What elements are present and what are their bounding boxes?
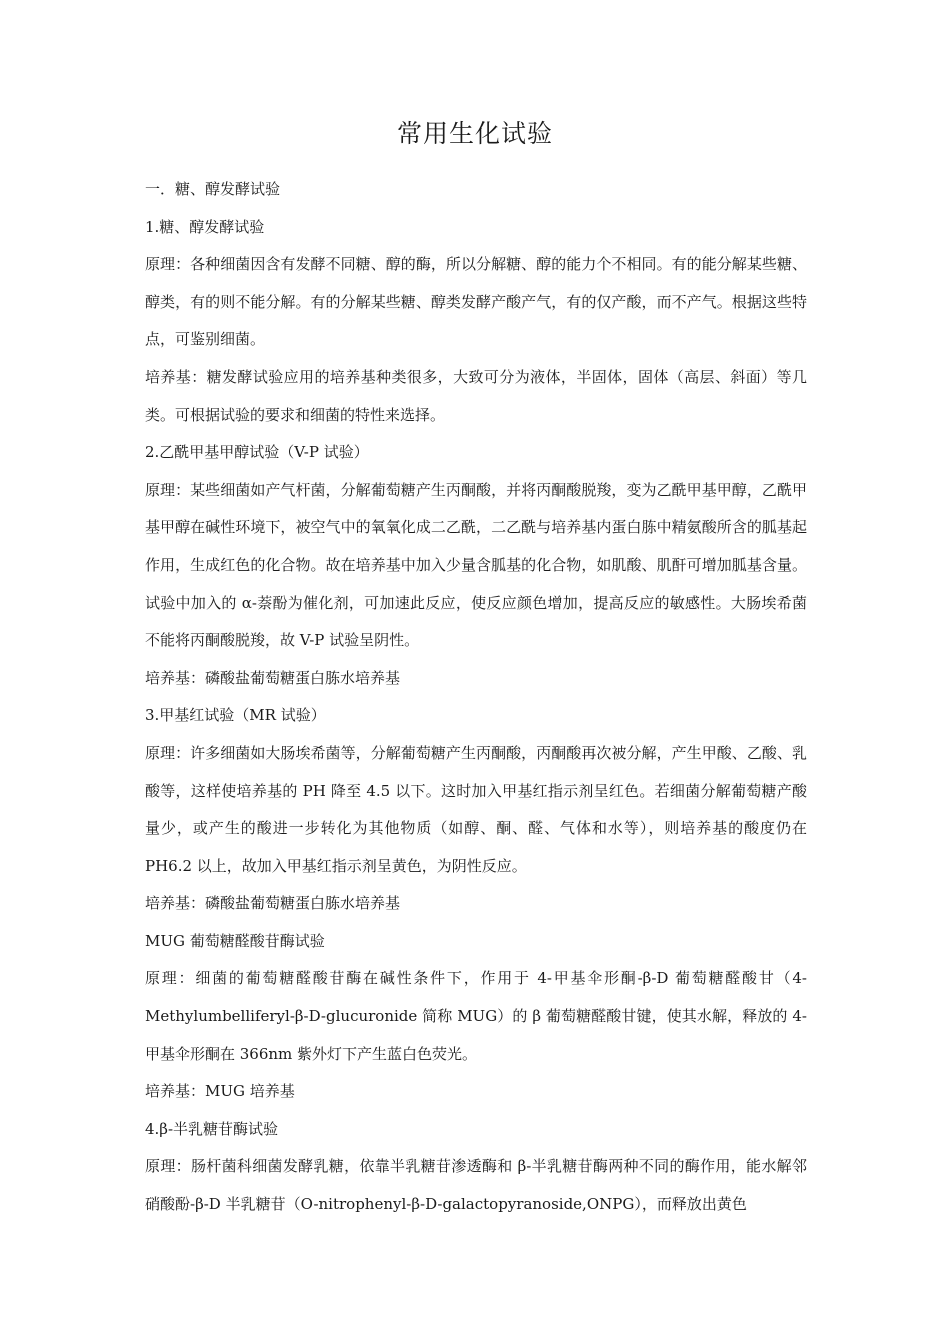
medium-paragraph: 培养基：磷酸盐葡萄糖蛋白胨水培养基 bbox=[145, 894, 401, 913]
principle-paragraph: 原理：肠杆菌科细菌发酵乳糖，依靠半乳糖苷渗透酶和 β-半乳糖苷酶两种不同的酶作用，能水解邻硝酸酚-β-D 半乳糖苷（O-nitrophenyl-β-D-galactopyranoside,ONPG），而释放出黄色 bbox=[145, 1157, 807, 1214]
principle-paragraph: 原理：某些细菌如产气杆菌，分解葡萄糖产生丙酮酸，并将丙酮酸脱羧，变为乙酰甲基甲醇，乙酰甲基甲醇在碱性环境下，被空气中的氧氧化成二乙酰，二乙酰与培养基内蛋白胨中精氨酸所含的胍基起作用，生成红色的化合物。故在培养基中加入少量含胍基的化合物，如肌酸、肌酐可增加胍基含量。试验中加入的 α-萘酚为催化剂，可加速此反应，使反应颜色增加，提高反应的敏感性。大肠埃希菌不能将丙酮酸脱羧，故 V-P 试验呈阴性。 bbox=[145, 480, 807, 650]
principle-paragraph: 原理：各种细菌因含有发酵不同糖、醇的酶，所以分解糖、醇的能力个不相同。有的能分解某些糖、醇类，有的则不能分解。有的分解某些糖、醇类发酵产酸产气，有的仅产酸，而不产气。根据这些特点，可鉴别细菌。 bbox=[145, 255, 807, 349]
medium-paragraph: 培养基：糖发酵试验应用的培养基种类很多，大致可分为液体，半固体，固体（高层、斜面）等几类。可根据试验的要求和细菌的特性来选择。 bbox=[145, 367, 807, 424]
principle-paragraph: 原理：许多细菌如大肠埃希菌等，分解葡萄糖产生丙酮酸，丙酮酸再次被分解，产生甲酸、乙酸、乳酸等，这样使培养基的 PH 降至 4.5 以下。这时加入甲基红指示剂呈红色。若细菌分解葡萄糖产酸量少，或产生的酸进一步转化为其他物质（如醇、酮、醛、气体和水等），则培养基的酸度仍在 PH6.2 以上，故加入甲基红指示剂呈黄色，为阴性反应。 bbox=[145, 743, 807, 875]
subsection-heading: 2.乙酰甲基甲醇试验（V-P 试验） bbox=[145, 443, 369, 462]
subsection-heading: 1.糖、醇发酵试验 bbox=[145, 217, 265, 236]
medium-paragraph: 培养基：磷酸盐葡萄糖蛋白胨水培养基 bbox=[145, 668, 401, 687]
subsection-heading: MUG 葡萄糖醛酸苷酶试验 bbox=[145, 931, 325, 950]
section-heading: 一．糖、醇发酵试验 bbox=[145, 180, 281, 198]
principle-paragraph: 原理：细菌的葡萄糖醛酸苷酶在碱性条件下，作用于 4-甲基伞形酮-β-D 葡萄糖醛酸甘（4-Methylumbelliferyl-β-D-glucuronide 简称 MUG）的 β 葡萄糖醛酸甘键，使其水解，释放的 4-甲基伞形酮在 366nm 紫外灯下产生蓝白色荧光。 bbox=[145, 969, 807, 1063]
medium-paragraph: 培养基：MUG 培养基 bbox=[145, 1082, 295, 1101]
subsection-heading: 4.β-半乳糖苷酶试验 bbox=[145, 1119, 279, 1138]
subsection-heading: 3.甲基红试验（MR 试验） bbox=[145, 706, 326, 725]
document-body bbox=[145, 171, 807, 1224]
page-title: 常用生化试验 bbox=[396, 119, 553, 148]
